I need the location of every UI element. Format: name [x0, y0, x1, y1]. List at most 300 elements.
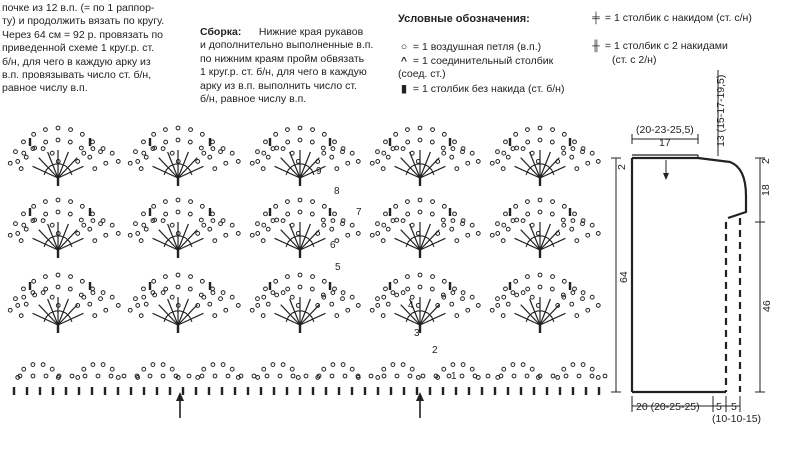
single-crochet-stitch — [539, 325, 541, 333]
chain-stitch — [538, 126, 542, 130]
chain-stitch — [596, 304, 600, 308]
single-crochet-stitch — [569, 208, 571, 216]
chain-stitch — [310, 212, 314, 216]
single-crochet-stitch — [312, 387, 314, 395]
chain-stitch — [187, 374, 191, 378]
chain-stitch — [139, 314, 143, 318]
chain-stitch — [564, 374, 568, 378]
chain-stitch — [152, 204, 156, 208]
chain-stitch — [221, 147, 225, 151]
chain-stitch — [515, 293, 519, 297]
chain-stitch — [376, 297, 380, 301]
chain-stitch — [476, 232, 480, 236]
single-crochet-stitch — [572, 387, 574, 395]
chain-stitch — [290, 223, 294, 227]
chain-stitch — [164, 200, 168, 204]
chain-stitch — [83, 374, 87, 378]
chain-stitch — [16, 232, 20, 236]
single-crochet-stitch — [39, 387, 41, 395]
chain-stitch — [44, 374, 48, 378]
chain-stitch — [88, 155, 92, 159]
chain-stitch — [421, 374, 425, 378]
chain-stitch — [202, 151, 206, 155]
chain-stitch — [44, 275, 48, 279]
chain-stitch — [521, 363, 525, 367]
chain-stitch — [330, 302, 334, 306]
chain-stitch — [144, 302, 148, 306]
double-crochet-icon: ╪ — [592, 12, 600, 24]
assembly-line: арку из в.п. выполнить число ст. — [200, 79, 357, 92]
chain-stitch — [256, 376, 260, 380]
chain-stitch — [442, 151, 446, 155]
chain-stitch — [16, 160, 20, 164]
chain-stitch — [394, 132, 398, 136]
chain-stitch — [211, 212, 215, 216]
chain-stitch — [44, 287, 48, 291]
chain-stitch — [369, 374, 373, 378]
chain-stitch — [350, 295, 354, 299]
chain-stitch — [394, 204, 398, 208]
single-crochet-stitch — [29, 282, 31, 290]
chain-stitch — [44, 140, 48, 144]
chain-stitch — [200, 204, 204, 208]
chain-stitch — [441, 146, 445, 150]
chain-stitch — [230, 295, 234, 299]
chain-stitch — [161, 374, 165, 378]
chain-stitch — [170, 223, 174, 227]
chain-stitch — [32, 204, 36, 208]
chain-stitch — [406, 140, 410, 144]
chain-stitch — [330, 155, 334, 159]
chain-stitch — [281, 147, 285, 151]
chain-stitch — [526, 140, 530, 144]
chain-stitch — [341, 291, 345, 295]
single-crochet-stitch — [449, 138, 451, 146]
chain-stitch — [466, 161, 470, 165]
chain-stitch — [142, 223, 146, 227]
chain-stitch — [571, 363, 575, 367]
shoulder-label: 17 — [659, 137, 671, 149]
chain-stitch — [470, 223, 474, 227]
chain-stitch — [252, 374, 256, 378]
chain-stitch — [512, 374, 516, 378]
chain-stitch — [176, 126, 180, 130]
chain-stitch — [381, 239, 385, 243]
chain-stitch — [91, 363, 95, 367]
single-crochet-stitch — [247, 387, 249, 395]
chain-stitch — [122, 374, 126, 378]
chain-stitch — [577, 374, 581, 378]
assembly-line: Нижние края рукавов — [258, 26, 364, 38]
chain-stitch — [298, 138, 302, 142]
chain-stitch — [521, 147, 525, 151]
single-crochet-stitch — [569, 282, 571, 290]
single-crochet-stitch — [329, 138, 331, 146]
chain-stitch — [298, 126, 302, 130]
chain-stitch — [136, 232, 140, 236]
chain-stitch — [502, 223, 506, 227]
chain-stitch — [50, 295, 54, 299]
single-crochet-stitch — [169, 387, 171, 395]
chain-stitch — [211, 291, 215, 295]
chain-stitch — [176, 198, 180, 202]
single-crochet-stitch — [209, 282, 211, 290]
chain-stitch — [331, 147, 335, 151]
chain-stitch — [99, 297, 103, 301]
chain-stitch — [401, 291, 405, 295]
chain-stitch — [164, 140, 168, 144]
chain-stitch — [562, 279, 566, 283]
chain-stitch — [274, 279, 278, 283]
single-crochet-stitch — [338, 387, 340, 395]
chain-stitch — [271, 147, 275, 151]
chain-stitch — [322, 223, 326, 227]
single-crochet-stitch — [182, 387, 184, 395]
single-crochet-stitch — [299, 387, 301, 395]
chain-stitch — [461, 297, 465, 301]
chain-stitch — [461, 363, 465, 367]
single-crochet-stitch — [208, 387, 210, 395]
chain-stitch — [514, 204, 518, 208]
chain-stitch — [50, 151, 54, 155]
chain-stitch — [142, 212, 146, 216]
chain-stitch — [31, 363, 35, 367]
chain-stitch — [395, 374, 399, 378]
chain-stitch — [262, 295, 266, 299]
chain-stitch — [271, 291, 275, 295]
chain-stitch — [275, 146, 279, 150]
chain-stitch — [442, 223, 446, 227]
chain-stitch — [264, 212, 268, 216]
chain-stitch — [538, 273, 542, 277]
chain-stitch — [381, 314, 385, 318]
single-crochet-stitch — [419, 178, 421, 186]
chain-stitch — [291, 374, 295, 378]
chain-stitch — [221, 291, 225, 295]
chain-stitch — [476, 304, 480, 308]
chain-stitch — [56, 126, 60, 130]
chain-stitch — [384, 140, 388, 144]
row-number: 2 — [432, 345, 438, 356]
chain-stitch — [213, 374, 217, 378]
chain-stitch — [561, 146, 565, 150]
crochet-pattern — [8, 126, 607, 395]
row-number: 3 — [414, 328, 420, 339]
chain-stitch — [401, 363, 405, 367]
chain-stitch — [208, 227, 212, 231]
total-height-label: 64 — [618, 271, 630, 283]
chain-stitch — [14, 150, 18, 154]
chain-stitch — [581, 363, 585, 367]
chain-stitch — [511, 147, 515, 151]
chain-stitch — [391, 363, 395, 367]
chain-stitch — [590, 223, 594, 227]
chain-stitch — [290, 151, 294, 155]
chain-stitch — [22, 212, 26, 216]
chain-stitch — [573, 140, 577, 144]
chain-stitch — [202, 223, 206, 227]
chain-stitch — [430, 140, 434, 144]
chain-stitch — [164, 128, 168, 132]
intro-line: ту) и продолжить вязать по кругу. — [2, 15, 165, 28]
chain-stitch — [530, 151, 534, 155]
chain-stitch — [152, 279, 156, 283]
chain-stitch — [575, 314, 579, 318]
chain-stitch — [262, 151, 266, 155]
chain-stitch — [470, 151, 474, 155]
chain-stitch — [161, 147, 165, 151]
row-number: 5 — [335, 262, 341, 273]
chain-stitch — [22, 140, 26, 144]
chain-stitch — [230, 367, 234, 371]
single-crochet-stitch — [494, 387, 496, 395]
chain-stitch — [22, 223, 26, 227]
chain-stitch — [256, 222, 260, 226]
chain-stitch — [200, 374, 204, 378]
chain-stitch — [69, 200, 73, 204]
chain-stitch — [189, 128, 193, 132]
single-crochet-stitch — [29, 208, 31, 216]
single-crochet-stitch — [269, 138, 271, 146]
chain-stitch — [68, 287, 72, 291]
chain-stitch — [296, 376, 300, 380]
chain-stitch — [44, 128, 48, 132]
chain-stitch — [504, 287, 508, 291]
chain-stitch — [391, 219, 395, 223]
single-crochet-stitch — [329, 208, 331, 216]
chain-stitch — [386, 227, 390, 231]
chain-stitch — [116, 376, 120, 380]
chain-stitch — [82, 223, 86, 227]
chain-stitch — [211, 147, 215, 151]
intro-line: приведенной схеме 1 круг.р. ст. — [2, 42, 155, 55]
chain-stitch — [256, 150, 260, 154]
chain-stitch — [322, 132, 326, 136]
gap2-label: 5 — [731, 401, 737, 413]
chain-stitch — [451, 291, 455, 295]
chain-stitch — [526, 200, 530, 204]
single-crochet-stitch — [65, 387, 67, 395]
chain-stitch — [525, 374, 529, 378]
chain-stitch — [490, 308, 494, 312]
chain-stitch — [176, 285, 180, 289]
chain-stitch — [333, 287, 337, 291]
chain-stitch — [590, 374, 594, 378]
chain-stitch — [101, 291, 105, 295]
single-crochet-stitch — [403, 387, 405, 395]
chain-stitch — [451, 147, 455, 151]
chain-stitch — [418, 126, 422, 130]
garment-schematic — [611, 70, 765, 412]
chain-stitch — [502, 367, 506, 371]
chain-stitch — [298, 285, 302, 289]
chain-stitch — [476, 160, 480, 164]
chain-stitch — [91, 147, 95, 151]
chain-stitch — [164, 287, 168, 291]
chain-stitch — [286, 200, 290, 204]
single-crochet-stitch — [299, 250, 301, 258]
chain-stitch — [176, 273, 180, 277]
single-crochet-stitch — [149, 138, 151, 146]
chain-stitch — [142, 367, 146, 371]
bottom-width-label: 20 (20-25-25) — [636, 401, 700, 413]
chain-stitch — [281, 363, 285, 367]
top-edge-label: 2 — [616, 164, 628, 170]
assembly-line: б/н, равное числу в.п. — [200, 93, 307, 106]
single-crochet-stitch — [455, 387, 457, 395]
chain-stitch — [56, 285, 60, 289]
chain-stitch — [461, 291, 465, 295]
single-crochet-stitch — [585, 387, 587, 395]
intro-line: равное числу в.п. — [2, 82, 88, 95]
single-crochet-stitch — [389, 208, 391, 216]
chain-stitch — [376, 160, 380, 164]
chain-stitch — [101, 147, 105, 151]
chain-stitch — [170, 367, 174, 371]
chain-stitch — [213, 167, 217, 171]
chain-stitch — [322, 367, 326, 371]
chain-stitch — [370, 233, 374, 237]
chain-stitch — [573, 212, 577, 216]
chain-stitch — [410, 151, 414, 155]
chain-stitch — [384, 212, 388, 216]
chain-icon: ○ — [400, 41, 408, 53]
row-number: 7 — [356, 207, 362, 218]
chain-stitch — [256, 160, 260, 164]
chain-stitch — [341, 363, 345, 367]
chain-stitch — [450, 302, 454, 306]
chain-stitch — [79, 218, 83, 222]
chain-stitch — [250, 308, 254, 312]
chain-stitch — [455, 239, 459, 243]
chain-stitch — [256, 297, 260, 301]
chain-stitch — [56, 210, 60, 214]
chain-stitch — [418, 285, 422, 289]
gap1-label: 5 — [716, 401, 722, 413]
chain-stitch — [486, 374, 490, 378]
chain-stitch — [401, 219, 405, 223]
chain-stitch — [19, 167, 23, 171]
chain-stitch — [335, 314, 339, 318]
single-crochet-stitch — [91, 387, 93, 395]
chain-stitch — [68, 140, 72, 144]
chain-stitch — [571, 219, 575, 223]
single-crochet-stitch — [449, 282, 451, 290]
chain-stitch — [501, 314, 505, 318]
chain-stitch — [538, 198, 542, 202]
chain-stitch — [109, 374, 113, 378]
chain-stitch — [330, 374, 334, 378]
chain-stitch — [310, 287, 314, 291]
chain-stitch — [290, 367, 294, 371]
chain-stitch — [406, 287, 410, 291]
chain-stitch — [134, 222, 138, 226]
chain-stitch — [93, 314, 97, 318]
chain-stitch — [219, 297, 223, 301]
single-crochet-stitch — [569, 138, 571, 146]
chain-stitch — [208, 155, 212, 159]
chain-stitch — [76, 160, 80, 164]
chain-stitch — [450, 155, 454, 159]
chain-stitch — [502, 295, 506, 299]
row-numbers — [316, 166, 457, 382]
chain-stitch — [335, 167, 339, 171]
chain-stitch — [470, 367, 474, 371]
chain-stitch — [603, 374, 607, 378]
chain-stitch — [470, 295, 474, 299]
chain-stitch — [410, 367, 414, 371]
single-crochet-stitch — [57, 325, 59, 333]
chain-stitch — [376, 150, 380, 154]
chain-stitch — [562, 204, 566, 208]
chain-stitch — [281, 219, 285, 223]
chain-stitch — [453, 212, 457, 216]
single-crochet-stitch — [390, 387, 392, 395]
chain-stitch — [381, 167, 385, 171]
chain-stitch — [104, 161, 108, 165]
chain-stitch — [321, 146, 325, 150]
chain-stitch — [311, 275, 315, 279]
chain-stitch — [395, 293, 399, 297]
chain-stitch — [144, 227, 148, 231]
armhole-drop-label: 13 (15-17-19,5) — [715, 74, 727, 147]
chain-stitch — [431, 128, 435, 132]
legend-text: = 1 соединительный столбик — [412, 55, 554, 67]
chain-stitch — [376, 304, 380, 308]
assembly-title: Сборка: — [200, 26, 242, 38]
chain-stitch — [136, 160, 140, 164]
single-crochet-stitch — [559, 387, 561, 395]
chain-stitch — [418, 273, 422, 277]
chain-stitch — [346, 233, 350, 237]
chain-stitch — [331, 291, 335, 295]
chain-stitch — [101, 363, 105, 367]
chain-stitch — [110, 151, 114, 155]
chain-stitch — [496, 222, 500, 226]
chain-stitch — [496, 297, 500, 301]
chain-stitch — [236, 304, 240, 308]
chain-stitch — [506, 155, 510, 159]
chain-stitch — [8, 233, 12, 237]
chain-stitch — [571, 291, 575, 295]
single-crochet-stitch — [598, 387, 600, 395]
chain-stitch — [453, 287, 457, 291]
chain-stitch — [41, 291, 45, 295]
chain-stitch — [110, 223, 114, 227]
chain-stitch — [370, 308, 374, 312]
chain-stitch — [581, 291, 585, 295]
single-crochet-stitch — [377, 387, 379, 395]
single-crochet-stitch — [29, 138, 31, 146]
chain-stitch — [521, 219, 525, 223]
single-crochet-stitch — [419, 250, 421, 258]
chain-stitch — [406, 200, 410, 204]
chain-stitch — [356, 304, 360, 308]
single-crochet-stitch — [89, 138, 91, 146]
chain-stitch — [551, 374, 555, 378]
single-crochet-stitch — [156, 387, 158, 395]
chain-stitch — [230, 223, 234, 227]
chain-stitch — [453, 140, 457, 144]
chain-stitch — [496, 304, 500, 308]
legend-text: = 1 столбик без накида (ст. б/н) — [412, 83, 565, 95]
chain-stitch — [401, 147, 405, 151]
chain-stitch — [410, 295, 414, 299]
chain-stitch — [406, 212, 410, 216]
intro-line: почке из 12 в.п. (= по 1 раппор- — [2, 2, 155, 14]
single-crochet-stitch — [481, 387, 483, 395]
single-crochet-stitch — [177, 250, 179, 258]
